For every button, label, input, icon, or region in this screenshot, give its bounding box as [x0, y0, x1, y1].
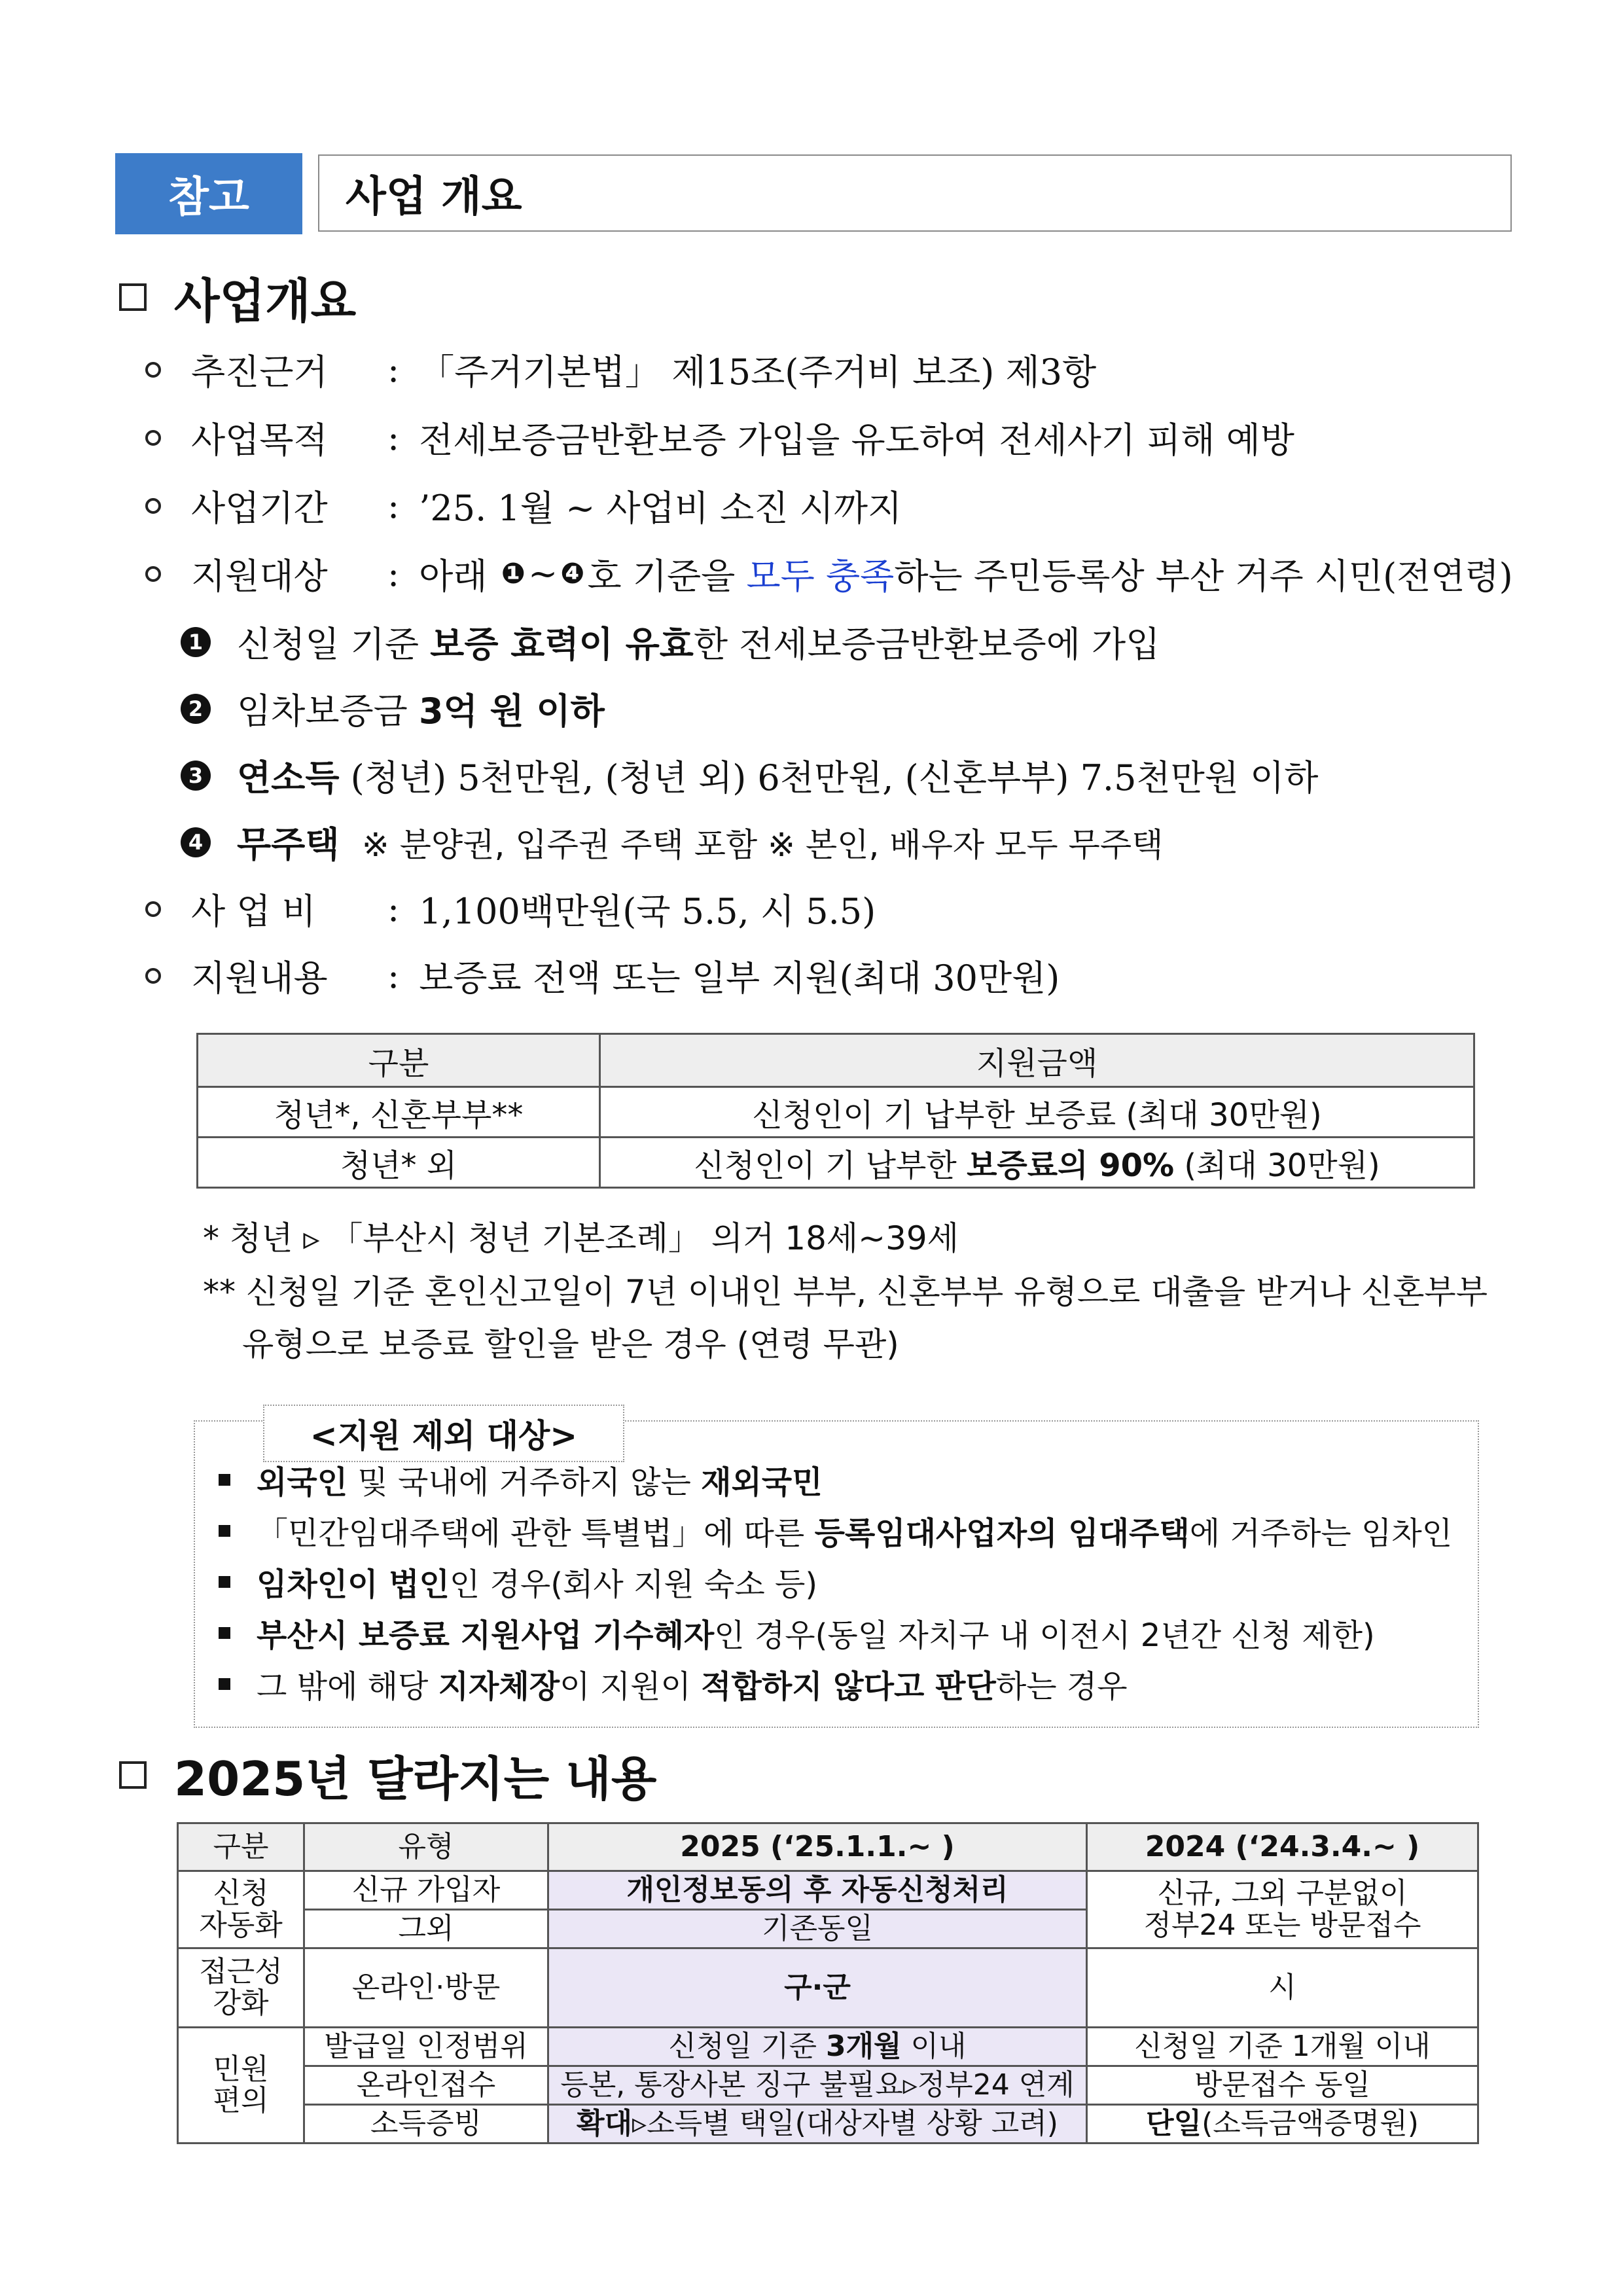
- table-cell: 발급일 인정범위: [304, 2028, 548, 2066]
- criterion-post: (청년) 5천만원, (청년 외) 6천만원, (신혼부부) 7.5천만원 이하: [350, 757, 1319, 798]
- table-cell: 신규, 그외 구분없이 정부24 또는 방문접수: [1087, 1871, 1478, 1948]
- exclusion-item: [219, 1559, 817, 1604]
- item-text: 전세보증금반환보증 가입을 유도하여 전세사기 피해 예방: [419, 420, 1294, 461]
- exclusion-bold: 재외국민: [701, 1464, 823, 1501]
- circle-bullet-icon: [145, 566, 161, 582]
- target-pre: 아래: [419, 556, 488, 597]
- page-title: [318, 154, 1512, 232]
- item-label: 사업목적: [191, 420, 328, 461]
- table-cell: 신청인이 기 납부한 보증료 (최대 30만원): [600, 1087, 1474, 1138]
- exclusion-bold: 적합하지 않다고 판단: [701, 1668, 996, 1705]
- cell-text: ▹소득별 택일(대상자별 상황 고려): [632, 2106, 1058, 2140]
- criterion-pre: 신청일 기준: [237, 624, 419, 665]
- table-row: [178, 2105, 1478, 2144]
- table-header-cell: 2025 (‘25.1.1.~ ): [548, 1823, 1087, 1871]
- table-row: [198, 1138, 1474, 1188]
- table-cell: 등본, 통장사본 징구 불필요▹정부24 연계: [548, 2066, 1087, 2105]
- exclusion-text: 인 경우(동일 자치구 내 이전시 2년간 신청 제한): [714, 1617, 1375, 1654]
- criterion-2: [181, 683, 605, 734]
- item-text: 1,100백만원(국 5.5, 시 5.5): [419, 891, 876, 932]
- circle-bullet-icon: [145, 362, 161, 378]
- table-cell: 신청일 기준 1개월 이내: [1087, 2028, 1478, 2066]
- item-colon: :: [387, 553, 400, 594]
- circle-bullet-icon: [145, 968, 161, 984]
- exclusion-bold: 외국인: [257, 1464, 348, 1501]
- number-badge-icon: 3: [181, 761, 211, 791]
- exclusion-text: 에 거주하는 임차인: [1189, 1515, 1453, 1552]
- item-colon: :: [387, 955, 400, 996]
- section-heading-overview: [119, 263, 356, 331]
- square-bullet-icon: [219, 1678, 230, 1690]
- item-text: ’25. 1월 ~ 사업비 소진 시까지: [419, 488, 902, 529]
- table-cell: [600, 1138, 1474, 1188]
- item-label: 사 업 비: [191, 891, 316, 932]
- number-4-icon: ❹: [560, 557, 585, 590]
- table-row: [178, 1871, 1478, 1910]
- target-mid: 호 기준을: [587, 556, 736, 597]
- exclusion-text: 및 국내에 거주하지 않는: [348, 1464, 702, 1501]
- cell-text: 신청인이 기 납부한: [694, 1147, 957, 1184]
- table-cell: 시: [1087, 1948, 1478, 2028]
- number-badge-icon: 1: [181, 627, 211, 657]
- table-cell: 온라인접수: [304, 2066, 548, 2105]
- item-label: 지원대상: [191, 556, 328, 597]
- table-header-cell: 유형: [304, 1823, 548, 1871]
- checkbox-square-icon: [119, 1761, 147, 1789]
- criterion-post: ※ 분양권, 입주권 주택 포함 ※ 본인, 배우자 모두 무주택: [361, 825, 1164, 864]
- item-label: 지원내용: [191, 958, 328, 999]
- table-cell: [548, 2105, 1087, 2144]
- criterion-1: [181, 617, 1160, 667]
- section-heading-changes: [119, 1741, 656, 1809]
- exclusion-text: 그 밖에 해당: [257, 1668, 438, 1705]
- exclusion-title: <지원 제외 대상>: [263, 1405, 624, 1462]
- exclusion-bold: 등록임대사업자의 임대주택: [814, 1515, 1190, 1552]
- table-cell: 구·군: [548, 1948, 1087, 2028]
- number-badge-icon: 4: [181, 827, 211, 857]
- cell-text: (최대 30만원): [1184, 1147, 1380, 1184]
- circle-bullet-icon: [145, 498, 161, 514]
- target-emphasis: 모두 충족: [746, 556, 895, 597]
- cell-text: 신청일 기준: [668, 2029, 826, 2063]
- section-title: 2025년 달라지는 내용: [174, 1751, 657, 1806]
- footnote-newlywed-cont: 유형으로 보증료 할인을 받은 경우 (연령 무관): [242, 1325, 899, 1363]
- criterion-bold: 연소득: [237, 757, 340, 798]
- square-bullet-icon: [219, 1525, 230, 1537]
- square-bullet-icon: [219, 1576, 230, 1588]
- item-colon: :: [387, 417, 400, 458]
- table-header-cell: 구분: [178, 1823, 304, 1871]
- exclusion-text: 「민간임대주택에 관한 특별법」에 따른: [257, 1515, 815, 1552]
- number-1-icon: ❶: [501, 557, 526, 590]
- table-cell: [548, 2028, 1087, 2066]
- target-post: 하는 주민등록상 부산 거주 시민(전연령): [894, 556, 1513, 597]
- item-purpose: [145, 412, 1294, 463]
- table-cell: 개인정보동의 후 자동신청처리: [548, 1871, 1087, 1910]
- item-colon: :: [387, 485, 400, 526]
- exclusion-bold: 부산시 보증료 지원사업 기수혜자: [257, 1617, 715, 1654]
- reference-badge: 참고: [115, 153, 302, 234]
- item-support-content: [145, 950, 1060, 1001]
- cell-bold-text: 3개월: [825, 2029, 902, 2063]
- changes-table: [177, 1822, 1479, 2144]
- criterion-post: 한 전세보증금반환보증에 가입: [693, 624, 1160, 665]
- table-header-row: [178, 1823, 1478, 1871]
- criterion-bold: 보증 효력이 유효: [430, 624, 694, 665]
- table-cell: 방문접수 동일: [1087, 2066, 1478, 2105]
- table-row: [178, 1948, 1478, 2028]
- item-text: 「주거기본법」 제15조(주거비 보조) 제3항: [419, 351, 1097, 393]
- cell-text: 이내: [901, 2029, 967, 2063]
- item-colon: :: [387, 888, 400, 929]
- square-bullet-icon: [219, 1474, 230, 1486]
- item-colon: :: [387, 349, 400, 390]
- exclusion-item: [219, 1661, 1128, 1706]
- support-amount-table: [196, 1033, 1475, 1189]
- section-title: 사업개요: [174, 274, 357, 329]
- item-period: [145, 480, 902, 531]
- table-cell: 청년*, 신혼부부**: [198, 1087, 600, 1138]
- table-header-cell: 지원금액: [600, 1034, 1474, 1087]
- exclusion-item: [219, 1508, 1452, 1553]
- table-row: [178, 2066, 1478, 2105]
- table-header-cell: 구분: [198, 1034, 600, 1087]
- circle-bullet-icon: [145, 901, 161, 917]
- footnote-newlywed: ** 신청일 기준 혼인신고일이 7년 이내인 부부, 신혼부부 유형으로 대출을 받거나 신혼부부: [203, 1273, 1488, 1311]
- checkbox-square-icon: [119, 283, 147, 311]
- circle-bullet-icon: [145, 430, 161, 446]
- item-text: 보증료 전액 또는 일부 지원(최대 30만원): [419, 958, 1060, 999]
- table-cell: 기존동일: [548, 1910, 1087, 1948]
- table-header-cell: 2024 (‘24.3.4.~ ): [1087, 1823, 1478, 1871]
- exclusion-item: [219, 1610, 1375, 1655]
- group-cell: 접근성 강화: [178, 1948, 304, 2028]
- page-title-text: 사업 개요: [346, 173, 522, 221]
- item-target: [145, 548, 1513, 599]
- table-header-row: [198, 1034, 1474, 1087]
- cell-bold-text: 단일: [1146, 2106, 1202, 2140]
- table-cell: 온라인·방문: [304, 1948, 548, 2028]
- exclusion-bold: 지자체장: [438, 1668, 560, 1705]
- cell-bold-text: 확대: [577, 2106, 633, 2140]
- table-cell: 청년* 외: [198, 1138, 600, 1188]
- exclusion-item: [219, 1457, 823, 1502]
- tilde: ~: [527, 553, 558, 594]
- table-cell: 신규 가입자: [304, 1871, 548, 1910]
- criterion-bold: 무주택: [237, 824, 340, 865]
- table-row: [198, 1087, 1474, 1138]
- criterion-bold: 3억 원 이하: [419, 691, 605, 732]
- item-label: 추진근거: [191, 351, 328, 393]
- square-bullet-icon: [219, 1627, 230, 1639]
- criterion-3: [181, 750, 1318, 800]
- footnote-youth: * 청년 ▹ 「부산시 청년 기본조례」 의거 18세~39세: [203, 1219, 959, 1257]
- exclusion-text: 하는 경우: [995, 1668, 1128, 1705]
- table-cell: 그외: [304, 1910, 548, 1948]
- cell-text: (소득금액증명원): [1202, 2106, 1419, 2140]
- table-cell: [1087, 2105, 1478, 2144]
- cell-bold-text: 보증료의 90%: [967, 1147, 1175, 1184]
- item-label: 사업기간: [191, 488, 328, 529]
- item-budget: [145, 884, 876, 934]
- criterion-pre: 임차보증금: [237, 691, 408, 732]
- criterion-4: [181, 817, 1163, 867]
- exclusion-text: 이 지원이: [560, 1668, 702, 1705]
- table-row: [178, 2028, 1478, 2066]
- exclusion-text: 인 경우(회사 지원 숙소 등): [449, 1566, 818, 1603]
- table-cell: 소득증빙: [304, 2105, 548, 2144]
- group-cell: 신청 자동화: [178, 1871, 304, 1948]
- exclusion-bold: 임차인이 법인: [257, 1566, 450, 1603]
- number-badge-icon: 2: [181, 694, 211, 724]
- item-basis: [145, 344, 1096, 395]
- group-cell: 민원 편의: [178, 2028, 304, 2144]
